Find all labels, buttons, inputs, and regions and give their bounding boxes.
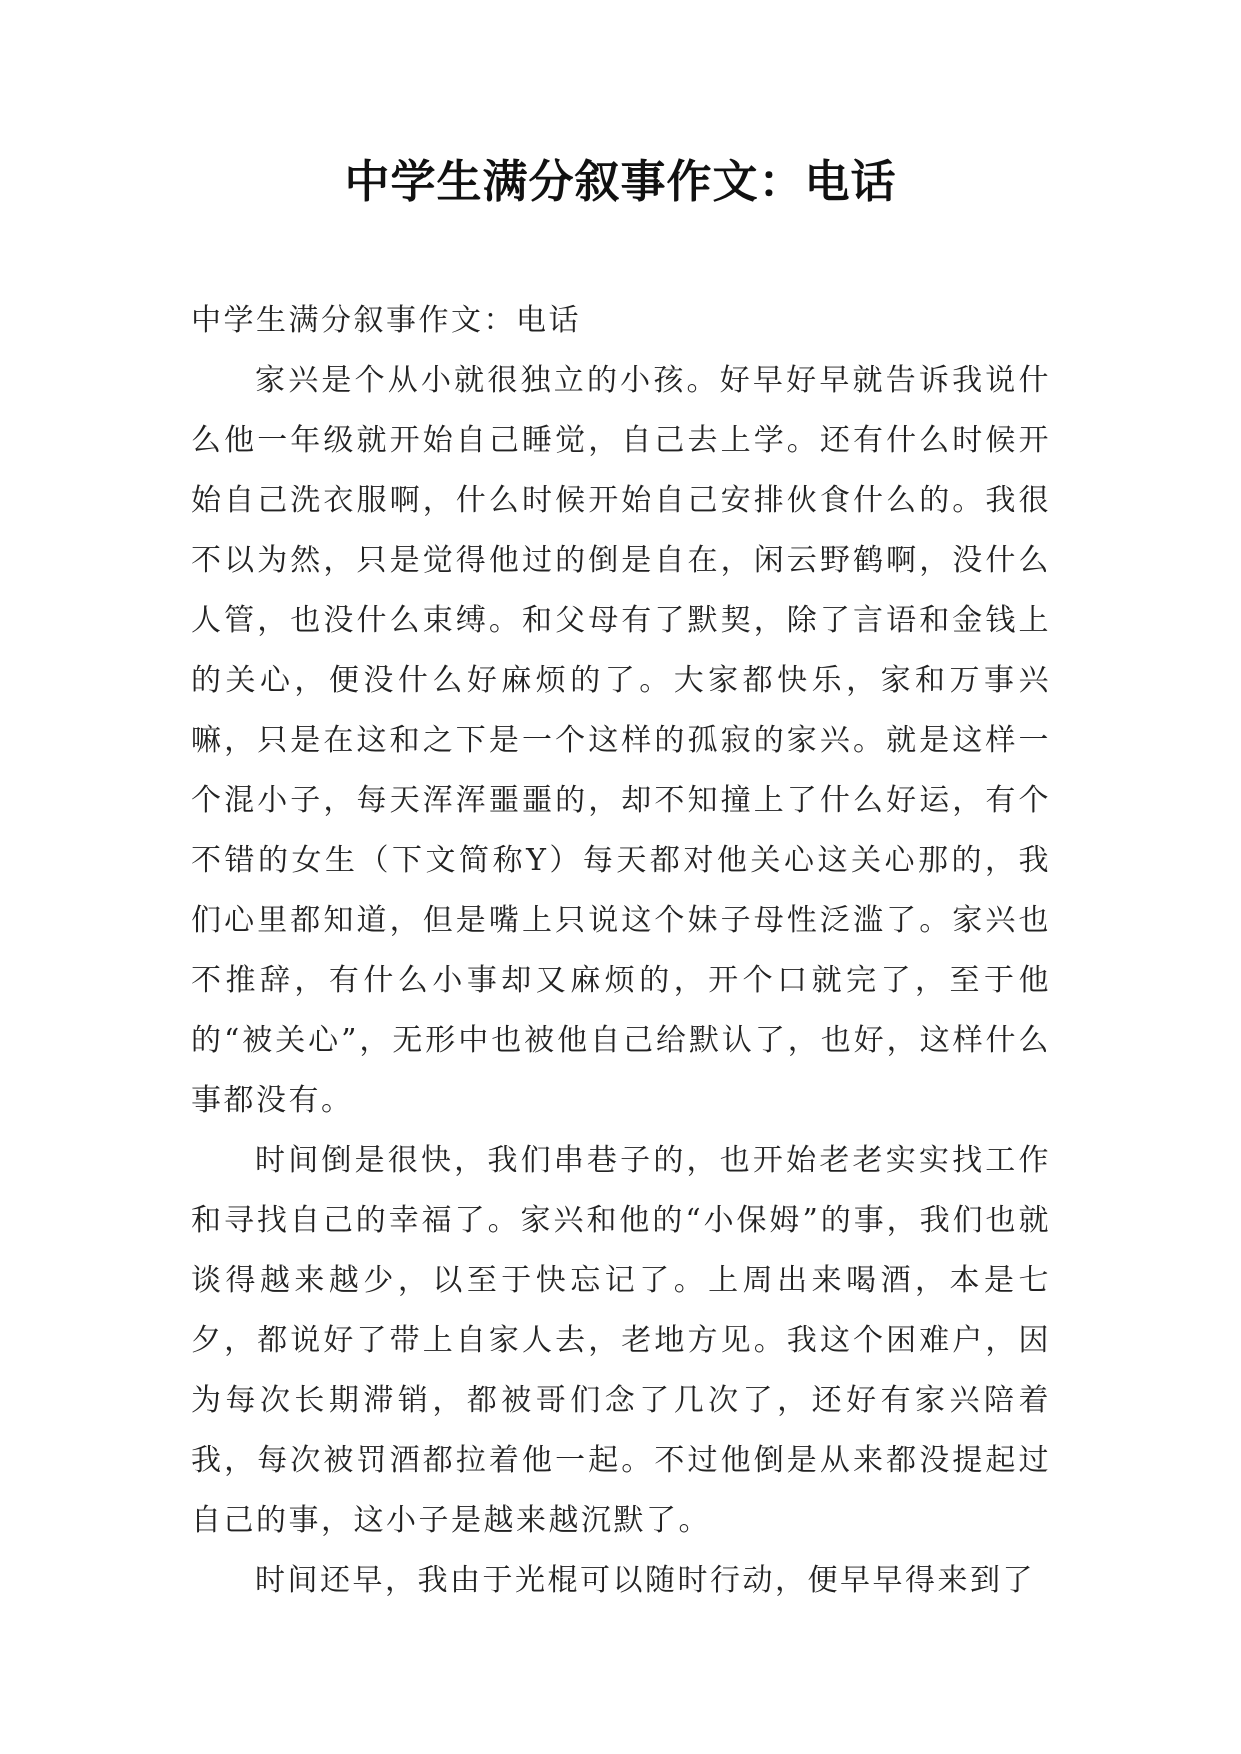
document-title: 中学生满分叙事作文：电话	[344, 155, 897, 208]
paragraph-3: 时间还早，我由于光棍可以随时行动，便早早得来到了	[255, 1563, 1035, 1598]
paragraph-2: 时间倒是很快，我们串巷子的，也开始老老实实找工作和寻找自己的幸福了。家兴和他的“小保姆”的事，我们也就谈得越来越少，以至于快忘记了。上周出来喝酒，本是七夕，都说好了带上自家人去，老地方见。我这个困难户，因为每次长期滞销，都被哥们念了几次了，还好有家兴陪着我，每次被罚酒都拉着他一起。不过他倒是从来都没提起过自己的事，这小子是越来越沉默了。	[191, 1143, 1051, 1538]
document-body	[191, 291, 1051, 1611]
document-subtitle: 中学生满分叙事作文：电话	[191, 303, 581, 338]
paragraph-1: 家兴是个从小就很独立的小孩。好早好早就告诉我说什么他一年级就开始自己睡觉，自己去上学。还有什么时候开始自己洗衣服啊，什么时候开始自己安排伙食什么的。我很不以为然，只是觉得他过的倒是自在，闲云野鹤啊，没什么人管，也没什么束缚。和父母有了默契，除了言语和金钱上的关心，便没什么好麻烦的了。大家都快乐，家和万事兴嘛，只是在这和之下是一个这样的孤寂的家兴。就是这样一个混小子，每天浑浑噩噩的，却不知撞上了什么好运，有个不错的女生（下文简称Y）每天都对他关心这关心那的，我们心里都知道，但是嘴上只说这个妹子母性泛滥了。家兴也不推辞，有什么小事却又麻烦的，开个口就完了，至于他的“被关心”，无形中也被他自己给默认了，也好，这样什么事都没有。	[191, 363, 1051, 1118]
